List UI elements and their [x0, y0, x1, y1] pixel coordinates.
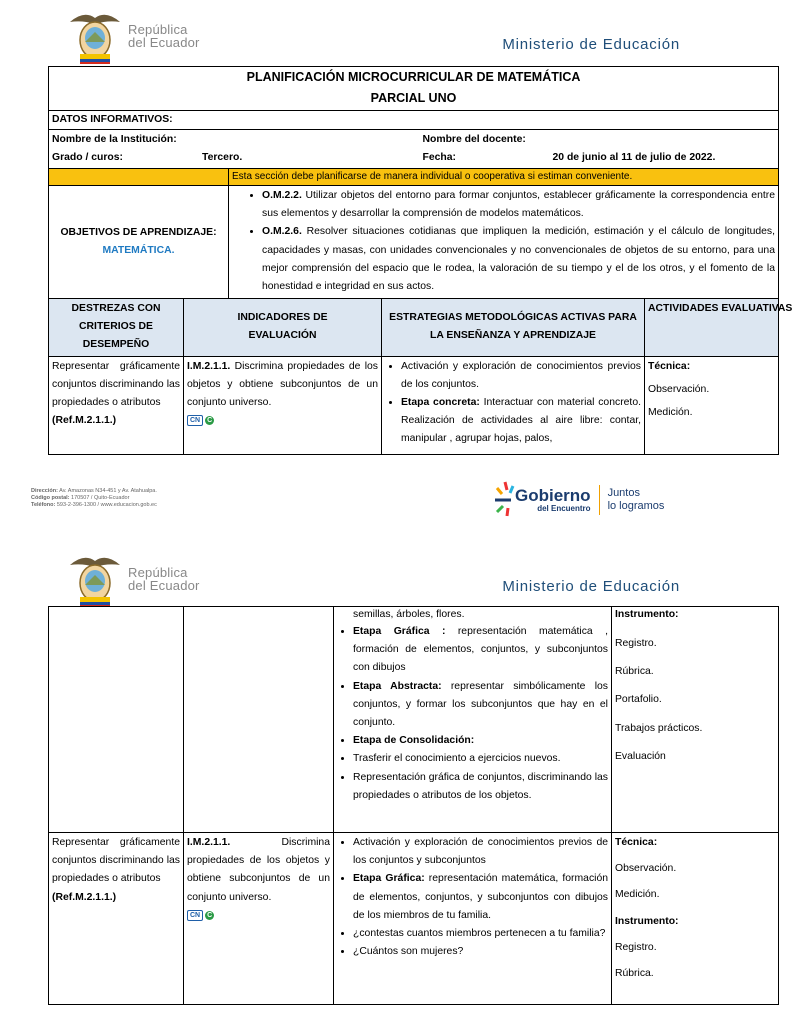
datos-informativos: DATOS INFORMATIVOS:	[49, 111, 779, 130]
slogan-line-1: Juntos	[607, 487, 640, 499]
objective-item: • O.M.2.6. Resolver situaciones cotidianas que impliquen la medición, estimación y el cálculo de longitudes, capacidades y masas, con unidades convencionales y no convencionales de objetos de su entorno, para una mejor comprensión del espacio que le rodea, la valoración de su tiempo y el de los otros, y el fomento de la honestidad e integridad en sus actos.	[262, 223, 775, 296]
cn-badge-icon: CN	[187, 910, 203, 921]
gobierno-logo	[493, 480, 664, 520]
gobierno-rays-icon	[493, 480, 515, 520]
row1-actividades: Técnica: Observación. Medición.	[645, 356, 779, 454]
coat-of-arms-icon	[66, 551, 124, 607]
planning-table	[48, 66, 792, 455]
docente-cell	[382, 130, 779, 169]
title-line-1: PLANIFICACIÓN MICROCURRICULAR DE MATEMÁTICA	[246, 70, 581, 84]
c-badge-icon: C	[207, 911, 213, 919]
objetivos-list-cell	[229, 186, 779, 299]
logo-line-1: República	[128, 22, 188, 37]
logo-line-1: República	[128, 565, 188, 580]
row3-estrategias: • Activación y exploración de conocimientos previos de los conjuntos y subconjuntos • Etapa Gráfica: representación matemática, formación de elementos, conjuntos, y subconjuntos con dibujos de los miembros de tu familia. • ¿contestas cuantos miembros pertenecen a tu familia? • ¿Cuántos son mujeres?	[334, 833, 612, 1005]
row3-indicador: I.M.2.1.1. Discrimina propiedades de los objetos y obtiene subconjuntos de un conjunto universo. CN C	[184, 833, 334, 1005]
ministerio-title-page2: Ministerio de Educación	[502, 578, 680, 595]
document-title	[49, 67, 779, 111]
col-header-estrategias: ESTRATEGIAS METODOLÓGICAS ACTIVAS PARA LA ENSEÑANZA Y APRENDIZAJE	[382, 299, 645, 357]
row1-indicador: I.M.2.1.1. Discrimina propiedades de los objetos y obtiene subconjuntos de un conjunto universo. CN C	[184, 356, 382, 454]
gobierno-separator	[599, 485, 600, 515]
docente-label: Nombre del docente:	[422, 134, 526, 145]
grado-label: Grado / curos:	[52, 152, 124, 163]
title-line-2: PARCIAL UNO	[370, 91, 457, 105]
footer-address: Dirección: Av. Amazonas N34-451 y Av. Atahualpa. Código postal: 170507 / Quito-Ecuador Teléfono: 593-2-396-1300 / www.educacion.gob.ec	[31, 488, 157, 508]
ecuador-logo-page2	[66, 551, 200, 607]
ministerio-title: Ministerio de Educación	[502, 36, 680, 53]
objetivos-label: OBJETIVOS DE APRENDIZAJE:	[60, 226, 217, 238]
row1-destreza: Representar gráficamente conjuntos discriminando las propiedades o atributos (Ref.M.2.1.1.)	[49, 356, 184, 454]
institucion-label: Nombre de la Institución:	[52, 134, 177, 145]
grado-value: Tercero.	[202, 152, 243, 163]
fecha-value: 20 de junio al 11 de julio de 2022.	[552, 152, 716, 163]
notice-left	[49, 169, 229, 186]
col-header-indicadores: INDICADORES DE EVALUACIÓN	[184, 299, 382, 357]
institucion-cell	[49, 130, 382, 169]
ecuador-logo	[66, 8, 200, 64]
objetivos-label-cell	[49, 186, 229, 299]
row2-indicador	[184, 607, 334, 833]
logo-line-2: del Ecuador	[128, 35, 200, 50]
row1-estrategias: • Activación y exploración de conocimientos previos de los conjuntos. • Etapa concreta: Interactuar con material concreto. Realización de actividades al aire libre: contar, manipular , agrupar hojas, palos,	[382, 356, 645, 454]
fecha-label: Fecha:	[422, 152, 456, 163]
notice-text: Esta sección debe planificarse de manera individual o cooperativa si estiman conveniente.	[229, 169, 779, 186]
row2-estrategias: semillas, árboles, flores. • Etapa Gráfica : representación matemática , formación de elementos, conjuntos, y subconjuntos con dibujos • Etapa Abstracta: representar simbólicamente los conjuntos, y formar los subconjuntos que hay en el conjunto. • Etapa de Consolidación: • Trasferir el conocimiento a ejercicios nuevos. • Representación gráfica de conjuntos, discriminando las propiedades o atributos de los objetos.	[334, 607, 612, 833]
row3-destreza: Representar gráficamente conjuntos discriminando las propiedades o atributos (Ref.M.2.1.1.)	[49, 833, 184, 1005]
cn-badge-icon: CN	[187, 415, 203, 426]
planning-table-continued	[48, 606, 779, 1005]
row2-destreza	[49, 607, 184, 833]
col-header-actividades: ACTIVIDADES EVALUATIVAS	[645, 299, 779, 357]
slogan-line-2: lo logramos	[607, 500, 665, 512]
coat-of-arms-icon	[66, 8, 124, 64]
subject-label: MATEMÁTICA.	[102, 245, 175, 256]
gobierno-name: Gobierno	[515, 486, 591, 505]
row2-actividades: Instrumento: Registro. Rúbrica. Portafolio. Trabajos prácticos. Evaluación	[612, 607, 779, 833]
objective-item: • O.M.2.2. Utilizar objetos del entorno para formar conjuntos, establecer gráficamente la correspondencia entre sus elementos y desarrollar la comprensión de modelos matemáticos.	[262, 187, 775, 223]
c-badge-icon: C	[207, 416, 213, 424]
row3-actividades: Técnica: Observación. Medición. Instrumento: Registro. Rúbrica.	[612, 833, 779, 1005]
col-header-destrezas: DESTREZAS CON CRITERIOS DE DESEMPEÑO	[49, 299, 184, 357]
logo-line-2: del Ecuador	[128, 578, 200, 593]
gobierno-sub: del Encuentro	[537, 504, 591, 513]
